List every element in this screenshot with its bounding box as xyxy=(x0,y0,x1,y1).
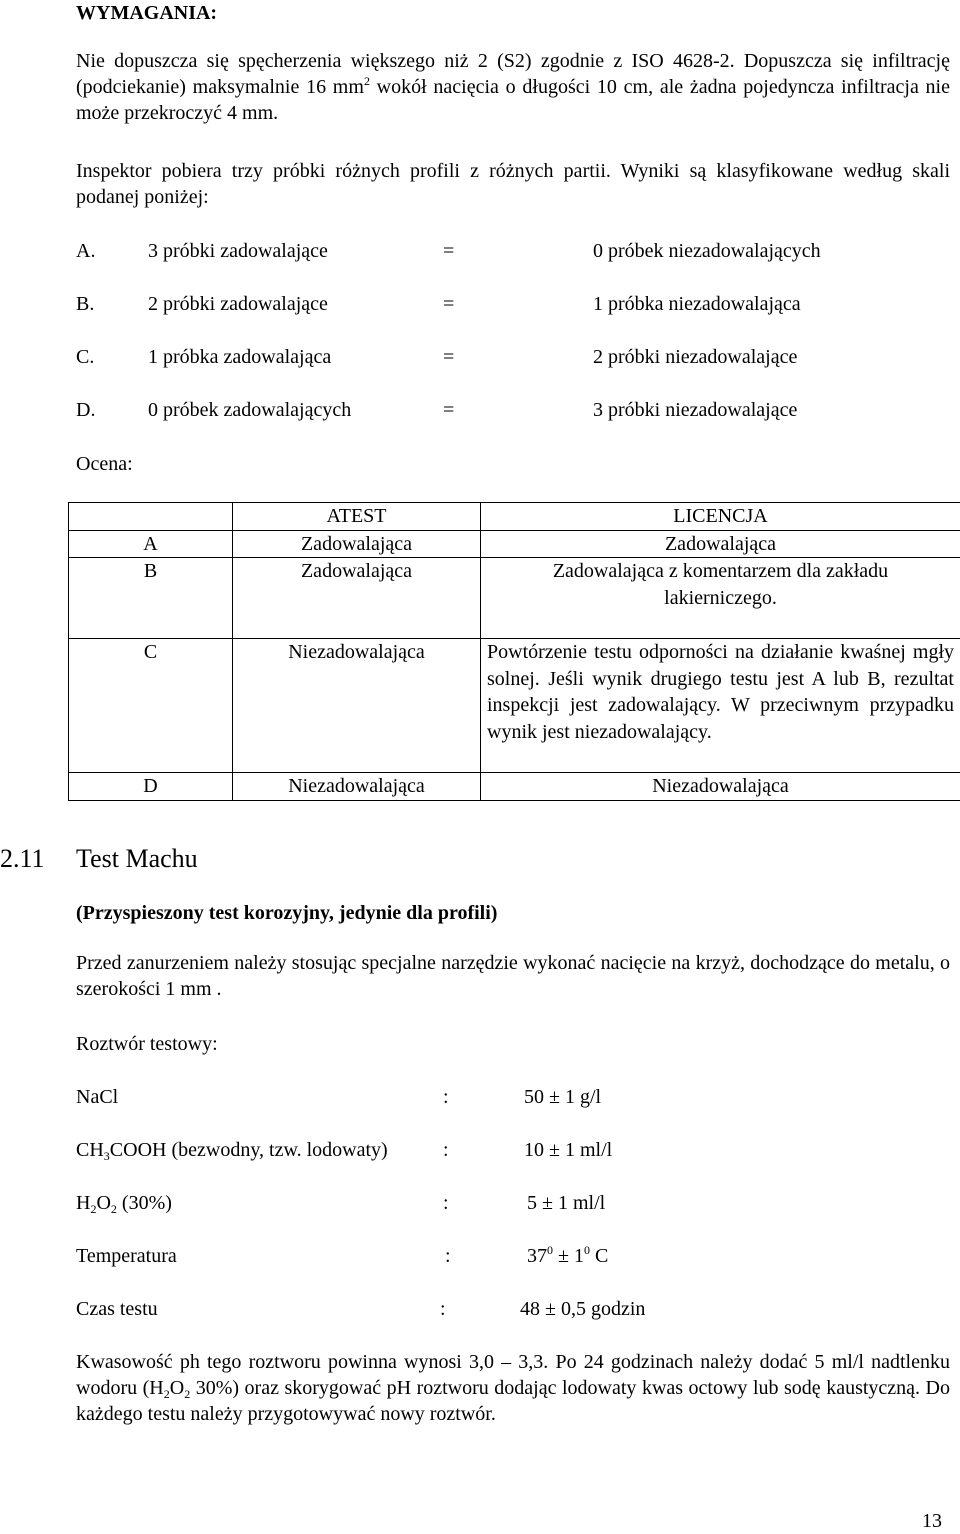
licencja-cell: Niezadowalająca xyxy=(481,773,960,801)
scale-right: 2 próbki niezadowalające xyxy=(593,344,797,370)
scale-item-c xyxy=(0,344,960,370)
solution-row-nacl xyxy=(0,1084,960,1110)
solution-colon: : xyxy=(445,1243,451,1269)
final-a: Kwasowość ph tego roztworu powinna wynosi 3,0 – 3,3. Po 24 godzinach należy dodać 5 ml/l nadtlenku wodoru (H xyxy=(76,1351,950,1399)
scale-eq: = xyxy=(443,291,454,317)
table-row xyxy=(69,558,960,639)
table-header-atest: ATEST xyxy=(233,503,481,531)
final-sub1: 2 xyxy=(164,1387,170,1401)
final-sub2: 2 xyxy=(184,1387,190,1401)
req-text-a: Nie dopuszcza się spęcherzenia większego niż 2 (S2) zgodnie z ISO 4628-2. Dopuszcza się infiltrację (podciekanie) maksymalnie 16 mm xyxy=(76,50,950,98)
scale-item-d xyxy=(0,397,960,423)
scale-left: 2 próbki zadowalające xyxy=(148,291,328,317)
atest-cell: Zadowalająca xyxy=(233,530,481,558)
scale-item-a xyxy=(0,238,960,264)
req-text-b: wokół nacięcia o długości 10 cm, ale żadna pojedyncza infiltracja nie może przekroczyć 4 mm. xyxy=(76,76,950,124)
grading-label: Ocena: xyxy=(76,451,133,477)
scale-eq: = xyxy=(443,344,454,370)
solution-name: Czas testu xyxy=(76,1296,158,1322)
table-header-cell xyxy=(69,503,233,531)
solution-row-acetic xyxy=(0,1137,960,1163)
solution-colon: : xyxy=(443,1084,449,1110)
scale-right: 3 próbki niezadowalające xyxy=(593,397,797,423)
req-sup: 2 xyxy=(364,74,370,88)
grade-cell: C xyxy=(69,639,233,773)
section-subtitle: (Przyspieszony test korozyjny, jedynie dla profili) xyxy=(76,900,497,926)
section-number: 2.11 xyxy=(0,843,45,875)
solution-label: Roztwór testowy: xyxy=(76,1031,218,1057)
peroxide-b: O xyxy=(96,1192,110,1214)
grading-table xyxy=(68,502,960,801)
table-header-row xyxy=(69,503,960,531)
atest-cell: Niezadowalająca xyxy=(233,639,481,773)
table-row xyxy=(69,639,960,773)
temp-sup1: 0 xyxy=(547,1243,553,1257)
table-row xyxy=(69,773,960,801)
scale-left: 0 próbek zadowalających xyxy=(148,397,351,423)
acetic-a: CH xyxy=(76,1139,104,1161)
acetic-sub: 3 xyxy=(104,1149,110,1163)
table-header-licencja: LICENCJA xyxy=(481,503,960,531)
atest-cell: Niezadowalająca xyxy=(233,773,481,801)
temp-b: ± 1 xyxy=(553,1245,584,1267)
solution-value: 48 ± 0,5 godzin xyxy=(520,1296,645,1322)
solution-colon: : xyxy=(440,1296,446,1322)
final-paragraph xyxy=(76,1349,950,1427)
section-title: Test Machu xyxy=(76,843,198,875)
grade-cell: A xyxy=(69,530,233,558)
solution-value: 50 ± 1 g/l xyxy=(524,1084,601,1110)
acetic-b: COOH (bezwodny, tzw. lodowaty) xyxy=(110,1139,388,1161)
solution-row-temperature xyxy=(0,1243,960,1269)
peroxide-c: (30%) xyxy=(117,1192,172,1214)
page-number: 13 xyxy=(922,1508,942,1534)
solution-row-duration xyxy=(0,1296,960,1322)
temp-sup2: 0 xyxy=(584,1243,590,1257)
grade-cell: D xyxy=(69,773,233,801)
scale-right: 0 próbek niezadowalających xyxy=(593,238,821,264)
table-row xyxy=(69,530,960,558)
atest-cell: Zadowalająca xyxy=(233,558,481,639)
licencja-cell: Zadowalająca xyxy=(481,530,960,558)
peroxide-a: H xyxy=(76,1192,90,1214)
final-c: 30%) oraz skorygować pH roztworu dodając lodowaty kwas octowy lub sodę kaustyczną. Do każdego testu należy przygotowywać nowy roztwór. xyxy=(76,1377,950,1425)
peroxide-sub2: 2 xyxy=(111,1202,117,1216)
solution-name xyxy=(76,1190,172,1216)
solution-name: NaCl xyxy=(76,1084,118,1110)
solution-colon: : xyxy=(443,1190,449,1216)
requirements-paragraph xyxy=(76,48,950,126)
temp-c: C xyxy=(590,1245,608,1267)
solution-value: 10 ± 1 ml/l xyxy=(524,1137,612,1163)
solution-colon: : xyxy=(443,1137,449,1163)
licencja-cell: Powtórzenie testu odporności na działanie kwaśnej mgły solnej. Jeśli wynik drugiego testu jest A lub B, rezultat inspekcji jest zadowalający. W przeciwnym przypadku wynik jest niezadowalający. xyxy=(481,639,960,773)
scale-left: 3 próbki zadowalające xyxy=(148,238,328,264)
incision-paragraph: Przed zanurzeniem należy stosując specjalne narzędzie wykonać nacięcie na krzyż, dochodzące do metalu, o szerokości 1 mm . xyxy=(76,950,950,1002)
solution-row-peroxide xyxy=(0,1190,960,1216)
scale-eq: = xyxy=(443,238,454,264)
grade-cell: B xyxy=(69,558,233,639)
scale-left: 1 próbka zadowalająca xyxy=(148,344,331,370)
scale-key: C. xyxy=(76,344,94,370)
solution-value: 5 ± 1 ml/l xyxy=(527,1190,605,1216)
temp-a: 37 xyxy=(527,1245,547,1267)
solution-value xyxy=(527,1243,608,1269)
licencja-cell: Zadowalająca z komentarzem dla zakładu lakierniczego. xyxy=(481,558,960,639)
scale-key: D. xyxy=(76,397,95,423)
scale-eq: = xyxy=(443,397,454,423)
requirements-heading: WYMAGANIA: xyxy=(76,0,217,26)
solution-name: Temperatura xyxy=(76,1243,177,1269)
inspector-paragraph: Inspektor pobiera trzy próbki różnych profili z różnych partii. Wyniki są klasyfikowane według skali podanej poniżej: xyxy=(76,158,950,210)
peroxide-sub1: 2 xyxy=(90,1202,96,1216)
scale-key: B. xyxy=(76,291,94,317)
scale-item-b xyxy=(0,291,960,317)
scale-right: 1 próbka niezadowalająca xyxy=(593,291,801,317)
solution-name xyxy=(76,1137,388,1163)
scale-key: A. xyxy=(76,238,95,264)
final-b: O xyxy=(170,1377,184,1399)
